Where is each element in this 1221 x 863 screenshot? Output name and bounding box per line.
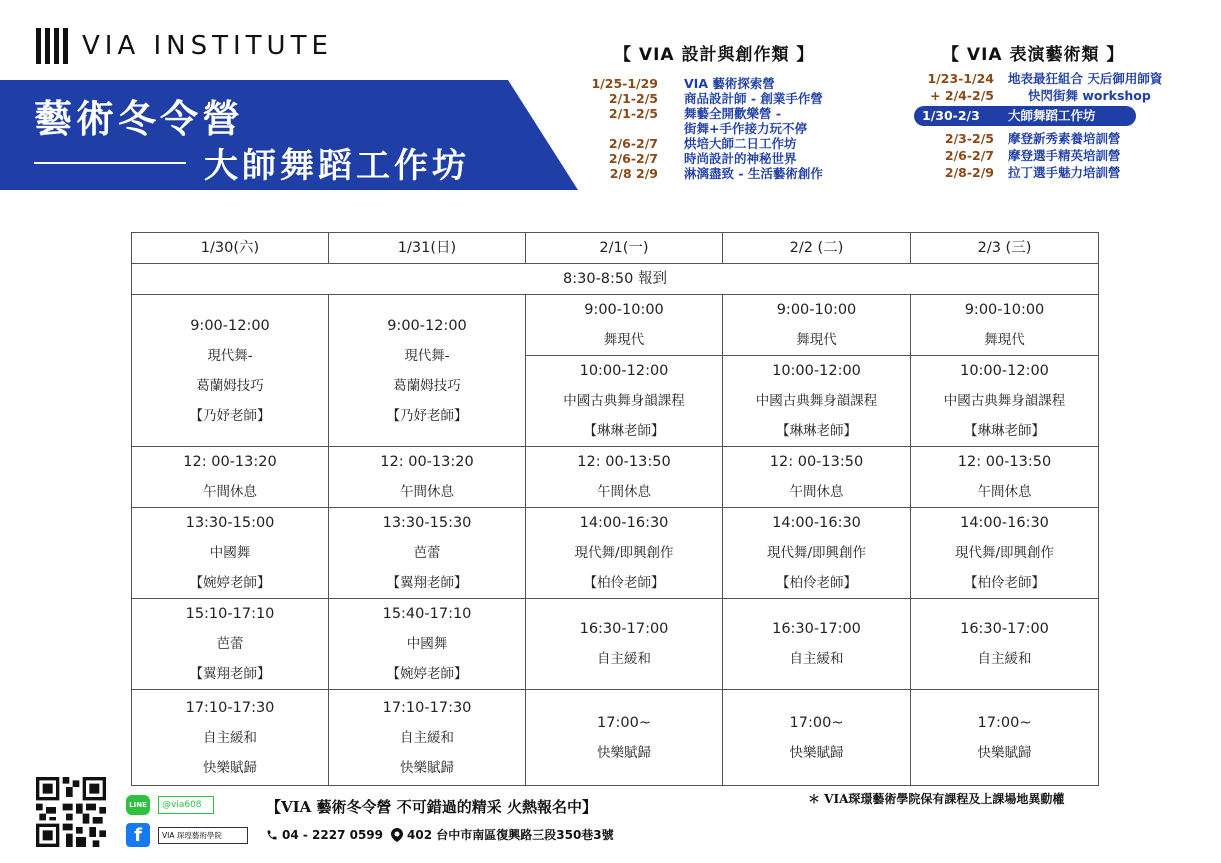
schedule-cell: 9:00-10:00 舞現代	[526, 295, 723, 356]
schedule-cell: 16:30-17:00 自主緩和	[526, 599, 723, 690]
list-item: 2/8-2/9 拉丁選手魅力培訓營	[944, 165, 1121, 180]
schedule-cell: 10:00-12:00 中國古典舞身韻課程 【琳琳老師】	[723, 356, 911, 447]
schedule-cell: 13:30-15:30 芭蕾 【翼翔老師】	[329, 508, 526, 599]
list-item: 2/1-2/5 舞藝全開歡樂營 -	[608, 106, 782, 121]
facebook-page-link[interactable]: VIA 琛瑝藝術學院	[158, 827, 248, 844]
table-row	[132, 508, 1099, 599]
logo-bars-icon	[36, 28, 68, 64]
design-category-list	[590, 76, 823, 181]
day-header: 1/31(日)	[329, 233, 526, 264]
footer-contact	[266, 826, 614, 843]
schedule-cell: 15:40-17:10 中國舞 【婉婷老師】	[329, 599, 526, 690]
list-item: 2/3-2/5 摩登新秀素養培訓營	[944, 131, 1121, 146]
logo-text: VIA INSTITUTE	[82, 31, 333, 61]
schedule-cell: 14:00-16:30 現代舞/即興創作 【柏伶老師】	[911, 508, 1099, 599]
day-header: 1/30(六)	[132, 233, 329, 264]
list-item: 2/8 2/9 淋漓盡致 - 生活藝術創作	[609, 166, 823, 181]
schedule-cell: 10:00-12:00 中國古典舞身韻課程 【琳琳老師】	[911, 356, 1099, 447]
phone-number: 04 - 2227 0599	[282, 827, 384, 842]
performing-category-list	[922, 70, 1162, 181]
day-header: 2/3 (三)	[911, 233, 1099, 264]
list-item: 街舞+手作接力玩不停	[684, 121, 807, 136]
title-banner	[0, 80, 580, 190]
line-icon[interactable]: LINE	[126, 795, 150, 815]
list-item: 2/6-2/7 摩登選手精英培訓營	[944, 148, 1121, 163]
schedule-cell: 9:00-10:00 舞現代	[911, 295, 1099, 356]
lunch-cell: 12: 00-13:50 午間休息	[723, 447, 911, 508]
schedule-cell: 16:30-17:00 自主緩和	[723, 599, 911, 690]
schedule-cell: 16:30-17:00 自主緩和	[911, 599, 1099, 690]
list-item: + 2/4-2/5 快閃街舞 workshop	[930, 88, 1151, 103]
schedule-cell: 15:10-17:10 芭蕾 【翼翔老師】	[132, 599, 329, 690]
list-item: 1/23-1/24 地表最狂組合 天后御用師資	[927, 71, 1163, 86]
footer-slogan: 【VIA 藝術冬令營 不可錯過的精采 火熱報名中】	[266, 798, 597, 816]
logo	[36, 28, 333, 64]
location-pin-icon	[391, 828, 403, 842]
performing-category-title: 【 VIA 表演藝術類 】	[942, 45, 1125, 65]
schedule-cell: 17:00~ 快樂賦歸	[723, 690, 911, 786]
page-subtitle	[34, 138, 470, 187]
phone-icon	[266, 829, 278, 841]
schedule-cell: 14:00-16:30 現代舞/即興創作 【柏伶老師】	[723, 508, 911, 599]
schedule-cell: 14:00-16:30 現代舞/即興創作 【柏伶老師】	[526, 508, 723, 599]
schedule-table	[131, 232, 1099, 786]
list-item-highlighted: 1/30-2/3 大師舞蹈工作坊	[914, 106, 1136, 126]
list-item: 2/6-2/7 烘培大師二日工作坊	[608, 136, 797, 151]
schedule-cell: 13:30-15:00 中國舞 【婉婷老師】	[132, 508, 329, 599]
schedule-cell: 17:10-17:30 自主緩和 快樂賦歸	[132, 690, 329, 786]
subtitle-text: 大師舞蹈工作坊	[204, 146, 470, 186]
lunch-cell: 12: 00-13:20 午間休息	[329, 447, 526, 508]
table-row	[132, 690, 1099, 786]
line-id-link[interactable]: @via608	[158, 796, 214, 814]
subtitle-dash	[34, 162, 186, 164]
page-title: 藝術冬令營	[34, 96, 245, 141]
list-item: 2/1-2/5 商品設計師 - 創業手作營	[608, 91, 823, 106]
schedule-cell: 9:00-12:00 現代舞- 葛蘭姆技巧 【乃妤老師】	[132, 295, 329, 447]
schedule-cell: 9:00-12:00 現代舞- 葛蘭姆技巧 【乃妤老師】	[329, 295, 526, 447]
table-row	[132, 447, 1099, 508]
registration-cell: 8:30-8:50 報到	[132, 264, 1099, 295]
table-row	[132, 599, 1099, 690]
qr-code-icon	[36, 777, 106, 847]
schedule-cell: 9:00-10:00 舞現代	[723, 295, 911, 356]
table-row	[132, 264, 1099, 295]
day-header: 2/1(一)	[526, 233, 723, 264]
schedule-cell: 17:10-17:30 自主緩和 快樂賦歸	[329, 690, 526, 786]
list-item: 1/25-1/29 VIA 藝術探索營	[591, 76, 775, 91]
schedule-cell: 17:00~ 快樂賦歸	[526, 690, 723, 786]
facebook-icon[interactable]: f	[126, 823, 150, 847]
schedule-cell: 17:00~ 快樂賦歸	[911, 690, 1099, 786]
list-item: 2/6-2/7 時尚設計的神秘世界	[608, 151, 797, 166]
lunch-cell: 12: 00-13:50 午間休息	[911, 447, 1099, 508]
day-header: 2/2 (二)	[723, 233, 911, 264]
footer-note: ＊ VIA琛璟藝術學院保有課程及上課場地異動權	[808, 792, 1065, 806]
address: 402 台中市南區復興路三段350巷3號	[407, 828, 614, 842]
lunch-cell: 12: 00-13:20 午間休息	[132, 447, 329, 508]
schedule-cell: 10:00-12:00 中國古典舞身韻課程 【琳琳老師】	[526, 356, 723, 447]
design-category-title: 【 VIA 設計與創作類 】	[614, 45, 815, 65]
lunch-cell: 12: 00-13:50 午間休息	[526, 447, 723, 508]
table-header-row	[132, 233, 1099, 264]
table-row	[132, 295, 1099, 356]
